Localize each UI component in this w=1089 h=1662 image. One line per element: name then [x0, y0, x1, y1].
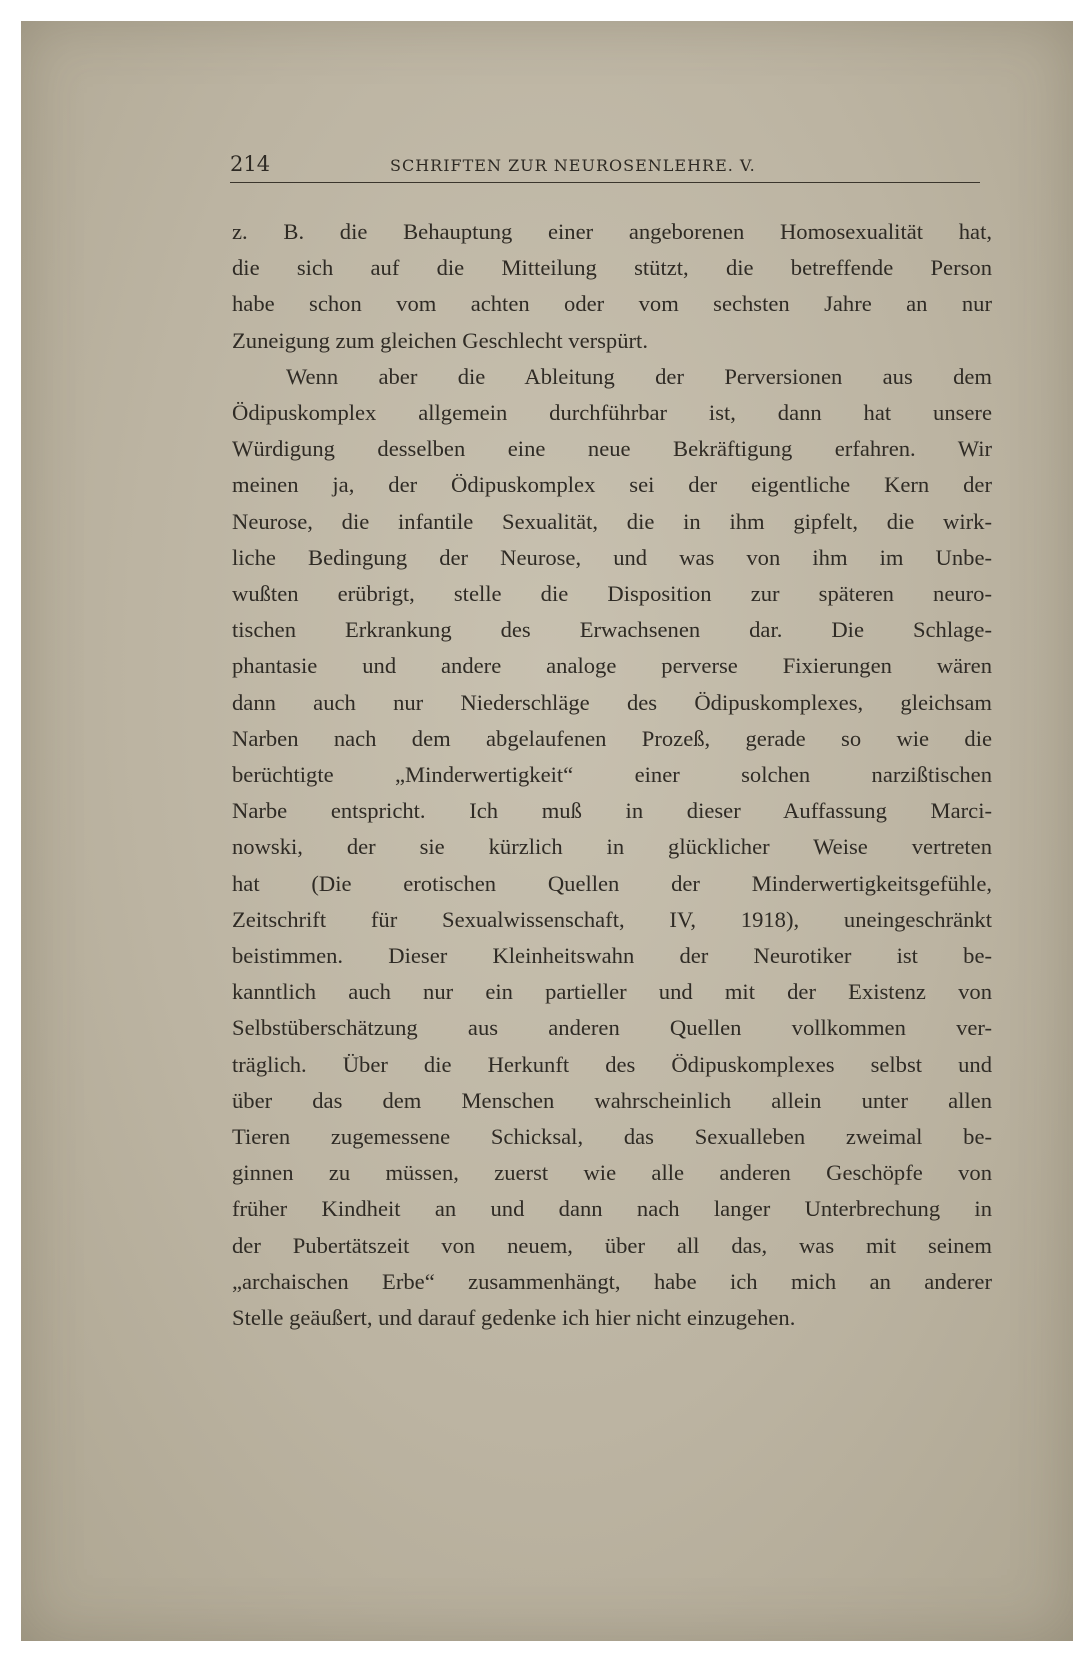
text-line: wußten erübrigt, stelle die Disposition zur späteren neuro- — [232, 581, 992, 607]
text-line: berüchtigte „Minderwertigkeit“ einer solchen narzißtischen — [232, 762, 992, 788]
text-line: ginnen zu müssen, zuerst wie alle anderen Geschöpfe von — [232, 1160, 992, 1186]
text-line: liche Bedingung der Neurose, und was von ihm im Unbe- — [232, 544, 992, 570]
text-line: früher Kindheit an und dann nach langer Unterbrechung in — [232, 1196, 992, 1222]
text-line: beistimmen. Dieser Kleinheitswahn der Neurotiker ist be- — [232, 943, 992, 969]
text-line: Wenn aber die Ableitung der Perversionen aus dem — [286, 363, 992, 389]
text-line: Zeitschrift für Sexualwissenschaft, IV, 1918), uneingeschränkt — [232, 906, 992, 932]
text-line: Stelle geäußert, und darauf gedenke ich hier nicht einzugehen. — [232, 1305, 796, 1331]
text-line: Neurose, die infantile Sexualität, die in ihm gipfelt, die wirk- — [232, 508, 992, 534]
text-line: Ödipuskomplex allgemein durchführbar ist, dann hat unsere — [232, 400, 992, 426]
text-line: tischen Erkrankung des Erwachsenen dar. Die Schlage- — [232, 617, 992, 643]
text-line: Würdigung desselben eine neue Bekräftigung erfahren. Wir — [232, 436, 992, 462]
text-line: meinen ja, der Ödipuskomplex sei der eigentliche Kern der — [232, 472, 992, 498]
text-line: der Pubertätszeit von neuem, über all das, was mit seinem — [232, 1232, 992, 1258]
body-text — [232, 214, 992, 1336]
text-line: kanntlich auch nur ein partieller und mit der Existenz von — [232, 979, 992, 1005]
paragraph-2 — [232, 359, 992, 1336]
text-line: dann auch nur Niederschläge des Ödipuskomplexes, gleichsam — [232, 689, 992, 715]
paragraph-1 — [232, 214, 992, 359]
text-line: habe schon vom achten oder vom sechsten Jahre an nur — [232, 291, 992, 317]
text-line: Zuneigung zum gleichen Geschlecht verspürt. — [232, 327, 648, 353]
text-line: die sich auf die Mitteilung stützt, die betreffende Person — [232, 255, 992, 281]
text-line: z. B. die Behauptung einer angeborenen Homosexualität hat, — [232, 219, 992, 244]
text-line: phantasie und andere analoge perverse Fixierungen wären — [232, 653, 992, 679]
text-line: Narbe entspricht. Ich muß in dieser Auffassung Marci- — [232, 798, 992, 824]
text-line: über das dem Menschen wahrscheinlich allein unter allen — [232, 1087, 992, 1113]
text-line: hat (Die erotischen Quellen der Minderwertigkeitsgefühle, — [232, 870, 992, 896]
text-line: „archaischen Erbe“ zusammenhängt, habe ich mich an anderer — [232, 1268, 992, 1294]
page-number: 214 — [230, 152, 271, 176]
page-header — [230, 152, 980, 183]
text-line: Selbstüberschätzung aus anderen Quellen vollkommen ver- — [232, 1015, 992, 1041]
text-line: nowski, der sie kürzlich in glücklicher Weise vertreten — [232, 834, 992, 860]
text-line: Narben nach dem abgelaufenen Prozeß, gerade so wie die — [232, 725, 992, 751]
text-line: träglich. Über die Herkunft des Ödipuskomplexes selbst und — [232, 1051, 992, 1077]
text-line: Tieren zugemessene Schicksal, das Sexualleben zweimal be- — [232, 1124, 992, 1150]
running-head: SCHRIFTEN ZUR NEUROSENLEHRE. V. — [390, 156, 756, 175]
